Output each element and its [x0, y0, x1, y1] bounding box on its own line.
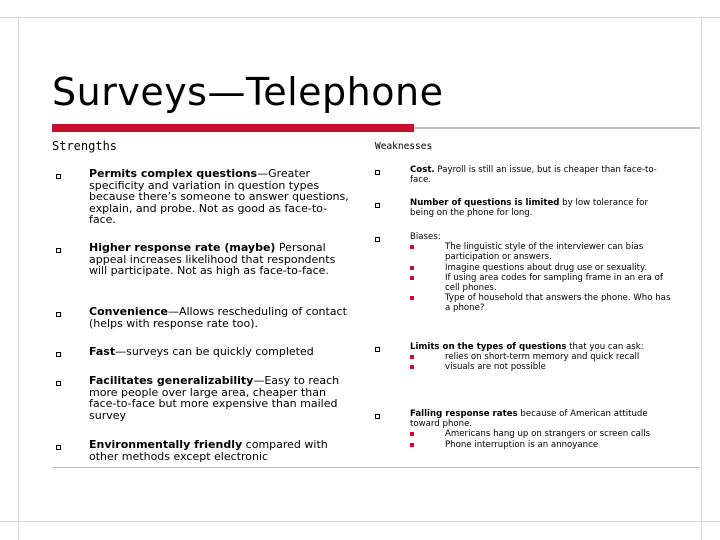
weakness-subitem: If using area codes for sampling frame in an era of cell phones. [410, 273, 672, 293]
filled-square-bullet-icon [410, 245, 414, 249]
strength-description: —surveys can be quickly completed [115, 345, 314, 358]
title-underline-rule [414, 127, 700, 129]
weaknesses-heading: Weaknesses [375, 141, 433, 152]
weakness-subitem: The linguistic style of the interviewer can bias participation or answers. [410, 242, 672, 262]
strength-term: Fast [89, 345, 116, 358]
filled-square-bullet-icon [410, 266, 414, 270]
hollow-square-bullet-icon [375, 170, 380, 175]
strength-term: Convenience [89, 305, 168, 318]
strength-description: Personal appeal increases likelihood that respondents will participate. Not as high as face-to-face. [89, 241, 336, 278]
weakness-description: Payroll is still an issue, but is cheaper than face-to-face. [410, 165, 657, 186]
filled-square-bullet-icon [410, 355, 414, 359]
weakness-subitem: Type of household that answers the phone. Who has a phone? [410, 293, 672, 313]
weakness-subitem: Americans hang up on strangers or screen calls [410, 429, 672, 439]
strength-item [52, 346, 351, 358]
weakness-subitem: visuals are not possible [410, 362, 672, 372]
filled-square-bullet-icon [410, 296, 414, 300]
strength-item [52, 306, 351, 329]
strength-description: compared with other methods except electronic [89, 438, 328, 463]
weakness-term: Cost. [410, 165, 435, 175]
weakness-description: Biases: [410, 232, 441, 242]
strength-description: —Allows rescheduling of contact (helps with response rate too). [89, 305, 347, 330]
footer-rule [52, 467, 700, 468]
slide-frame-top [0, 0, 720, 18]
hollow-square-bullet-icon [56, 312, 61, 317]
weakness-item [375, 165, 672, 185]
hollow-square-bullet-icon [56, 352, 61, 357]
slide-frame-bottom [0, 521, 720, 522]
weakness-term: Falling response rates [410, 409, 518, 419]
strength-item [52, 375, 351, 421]
strengths-heading: Strengths [52, 139, 118, 153]
filled-square-bullet-icon [410, 365, 414, 369]
weakness-description: by low tolerance for being on the phone for long. [410, 198, 648, 219]
strength-description: —Greater specificity and variation in question types because there’s someone to answer questions, explain, and probe. Not as good as face-to-face. [89, 167, 349, 227]
hollow-square-bullet-icon [375, 203, 380, 208]
weakness-term: Limits on the types of questions [410, 342, 567, 352]
weakness-item [375, 198, 672, 218]
filled-square-bullet-icon [410, 443, 414, 447]
weakness-item [375, 232, 672, 314]
slide-frame-right [701, 18, 702, 540]
weakness-subitem: Phone interruption is an annoyance [410, 440, 672, 450]
title-underline-accent [52, 124, 414, 132]
hollow-square-bullet-icon [56, 445, 61, 450]
hollow-square-bullet-icon [375, 237, 380, 242]
strength-item [52, 242, 351, 277]
strength-term: Permits complex questions [89, 167, 258, 180]
strength-term: Environmentally friendly [89, 438, 243, 451]
hollow-square-bullet-icon [56, 381, 61, 386]
weakness-description: because of American attitude toward phone. [410, 409, 648, 430]
hollow-square-bullet-icon [56, 174, 61, 179]
filled-square-bullet-icon [410, 432, 414, 436]
weakness-item [375, 342, 672, 373]
hollow-square-bullet-icon [375, 414, 380, 419]
filled-square-bullet-icon [410, 276, 414, 280]
weakness-subitem: Imagine questions about drug use or sexuality. [410, 263, 672, 273]
slide-title: Surveys—Telephone [52, 70, 444, 114]
slide-frame-left [18, 18, 19, 540]
weakness-description: that you can ask: [566, 342, 644, 352]
strength-item [52, 439, 351, 462]
hollow-square-bullet-icon [56, 248, 61, 253]
weakness-item [375, 409, 672, 450]
strength-term: Facilitates generalizability [89, 374, 254, 387]
strength-term: Higher response rate (maybe) [89, 241, 276, 254]
weakness-term: Number of questions is limited [410, 198, 560, 208]
strength-item [52, 168, 351, 226]
hollow-square-bullet-icon [375, 347, 380, 352]
strength-description: —Easy to reach more people over large area, cheaper than face-to-face but more expensive than mailed survey [89, 374, 340, 422]
weakness-subitem: relies on short-term memory and quick recall [410, 352, 672, 362]
